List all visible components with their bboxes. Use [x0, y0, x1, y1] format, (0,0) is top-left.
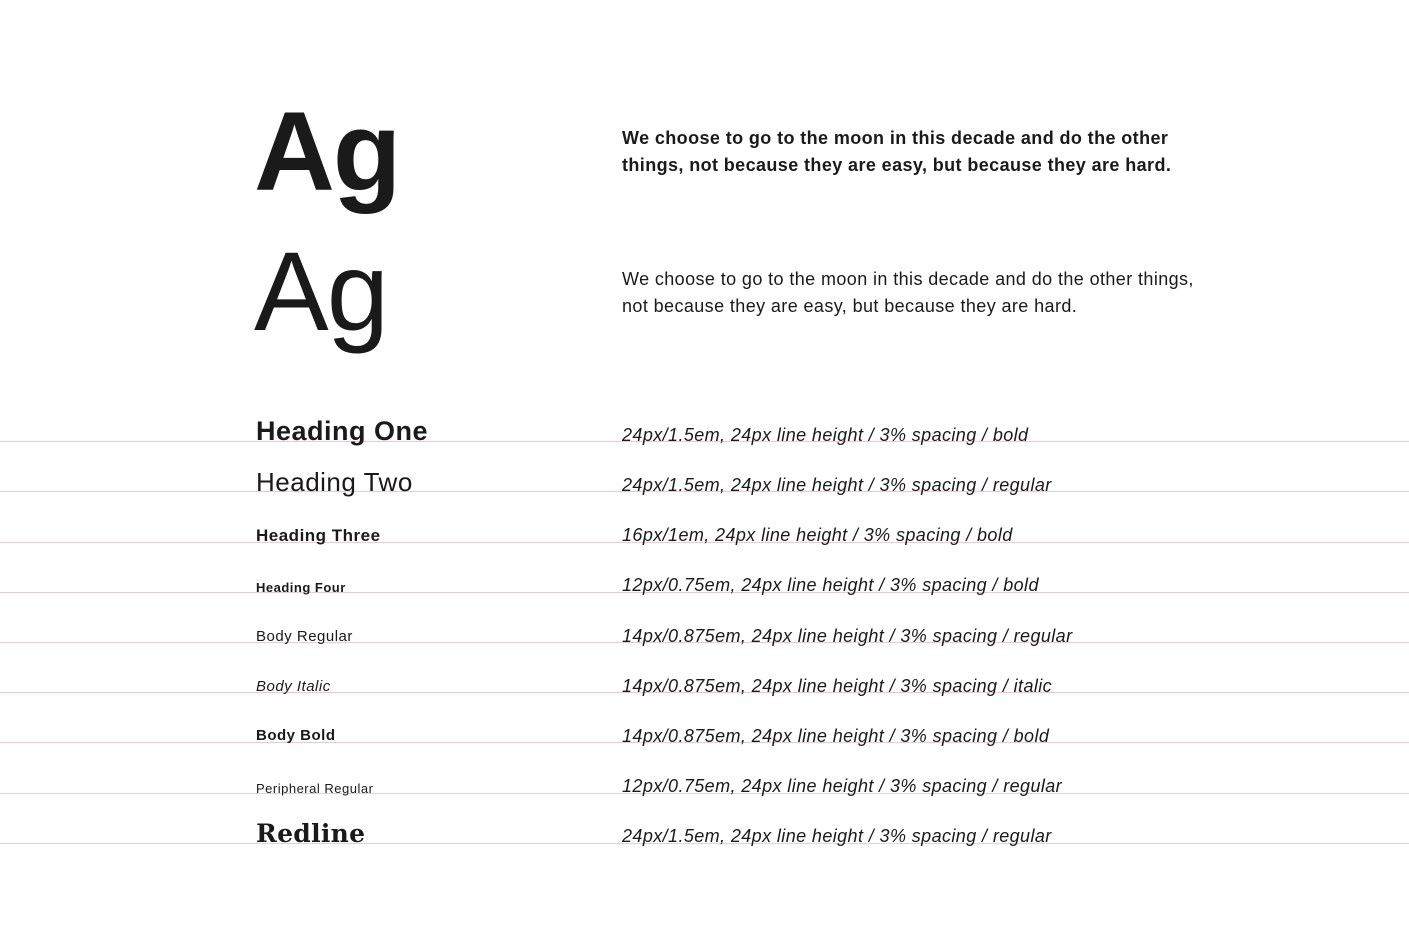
style-spec-body-regular: 14px/0.875em, 24px line height / 3% spacing / regular [622, 626, 1073, 646]
style-spec-peripheral-regular: 12px/0.75em, 24px line height / 3% spacing / regular [622, 776, 1063, 796]
style-spec-heading-three: 16px/1em, 24px line height / 3% spacing / bold [622, 525, 1013, 545]
glyph-specimen-bold: Ag [254, 89, 400, 214]
style-spec-body-bold: 14px/0.875em, 24px line height / 3% spacing / bold [622, 726, 1050, 746]
style-spec-heading-one: 24px/1.5em, 24px line height / 3% spacing / bold [622, 425, 1029, 445]
sample-text-bold: We choose to go to the moon in this decade and do the other things, not because they are easy, but because they are hard. [622, 128, 1172, 175]
style-name-peripheral-regular: Peripheral Regular [256, 781, 374, 796]
style-spec-body-italic: 14px/0.875em, 24px line height / 3% spacing / italic [622, 676, 1053, 696]
style-spec-heading-four: 12px/0.75em, 24px line height / 3% spacing / bold [622, 575, 1039, 595]
style-spec-redline: 24px/1.5em, 24px line height / 3% spacing / regular [622, 826, 1052, 846]
style-name-heading-one: Heading One [256, 416, 429, 446]
style-name-body-regular: Body Regular [256, 628, 353, 645]
sample-text-regular: We choose to go to the moon in this decade and do the other things, not because they are easy, but because they are hard. [622, 269, 1194, 316]
glyph-specimen-regular: Ag [254, 229, 387, 354]
style-name-body-bold: Body Bold [256, 727, 336, 744]
style-name-heading-three: Heading Three [256, 526, 381, 545]
style-name-heading-two: Heading Two [256, 467, 413, 497]
style-spec-heading-two: 24px/1.5em, 24px line height / 3% spacing / regular [622, 475, 1052, 495]
style-name-redline: Redline [256, 819, 366, 848]
style-name-heading-four: Heading Four [256, 580, 346, 595]
style-name-body-italic: Body Italic [256, 678, 331, 695]
